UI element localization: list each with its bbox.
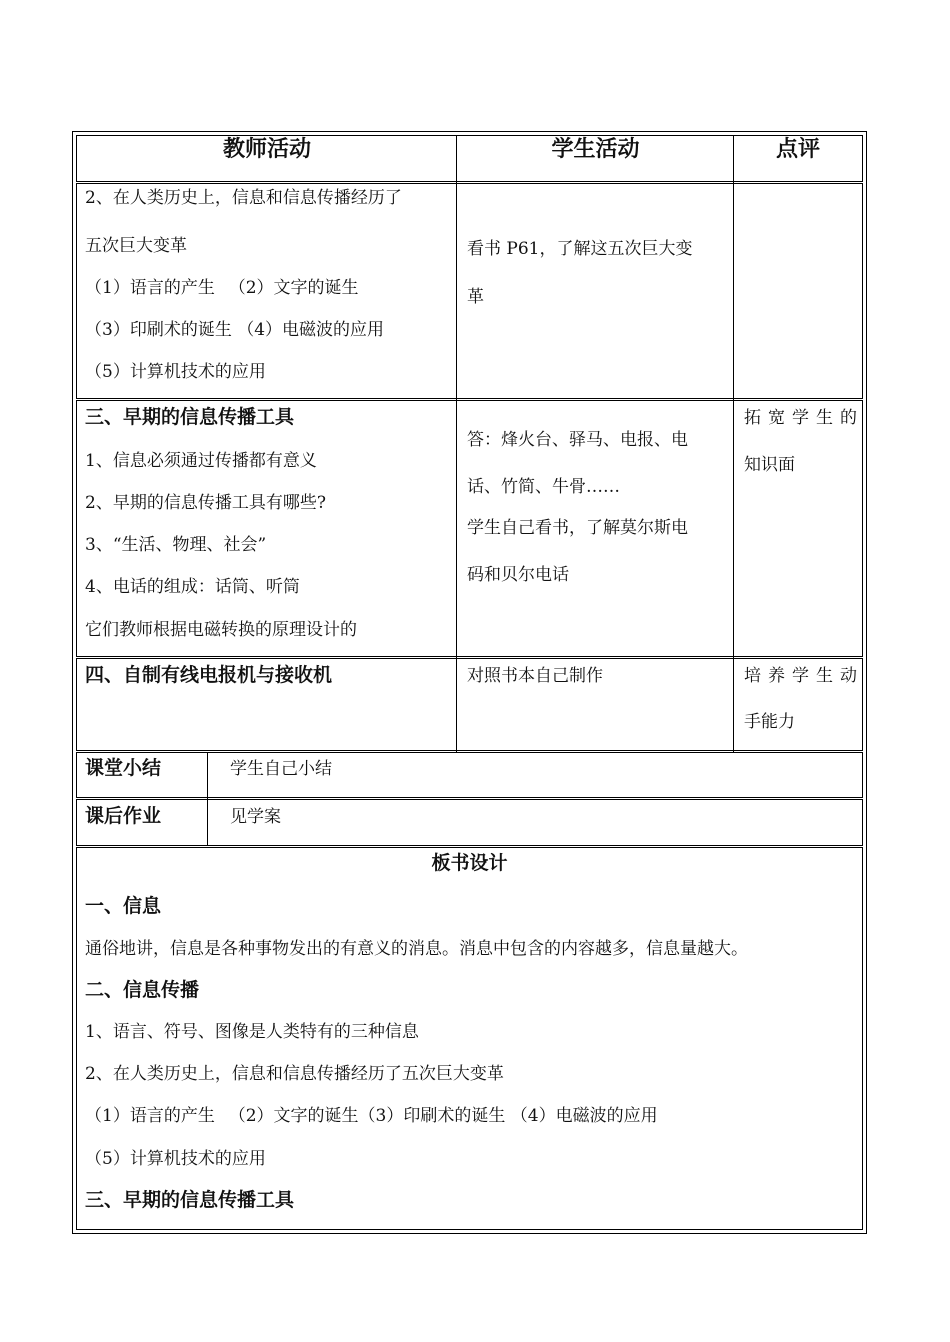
- row3-comment-line: 手能力: [744, 712, 795, 732]
- board-section2-line: （5）计算机技术的应用: [85, 1149, 266, 1169]
- column-divider-label: [207, 753, 208, 845]
- board-section2-line: 2、在人类历史上，信息和信息传播经历了五次巨大变革: [85, 1064, 504, 1084]
- homework-label: 课后作业: [85, 805, 162, 827]
- row-divider-2: [76, 656, 863, 659]
- row1-teacher-line: （5）计算机技术的应用: [85, 362, 266, 382]
- row3-teacher-title: 四、自制有线电报机与接收机: [85, 664, 333, 686]
- summary-label: 课堂小结: [85, 757, 162, 779]
- row2-teacher-line: 1、信息必须通过传播都有意义: [85, 451, 317, 471]
- row1-teacher-line: 2、在人类历史上，信息和信息传播经历了: [85, 188, 402, 208]
- row1-teacher-line: （3）印刷术的诞生 （4）电磁波的应用: [85, 320, 385, 340]
- lesson-plan-table: [72, 131, 867, 1234]
- board-section3-title: 三、早期的信息传播工具: [85, 1189, 295, 1211]
- row2-comment-line: 拓宽学生的: [744, 408, 864, 428]
- row-divider-homework: [76, 845, 863, 848]
- row2-teacher-title: 三、早期的信息传播工具: [85, 406, 295, 428]
- row3-comment-line: 培养学生动: [744, 666, 864, 686]
- header-student-activity: 学生活动: [551, 137, 640, 162]
- row1-student-line: 看书 P61，了解这五次巨大变: [467, 239, 693, 259]
- board-section2-title: 二、信息传播: [85, 979, 200, 1001]
- row2-teacher-line: 3、“生活、物理、社会”: [85, 535, 267, 555]
- row1-teacher-line: 五次巨大变革: [85, 236, 187, 256]
- board-title: 板书设计: [431, 852, 508, 874]
- column-divider-teacher-student: [456, 135, 457, 753]
- row1-student-line: 革: [467, 287, 484, 307]
- row2-student-line: 学生自己看书，了解莫尔斯电: [467, 518, 688, 538]
- row1-teacher-line: （1）语言的产生 （2）文字的诞生: [85, 278, 359, 298]
- row2-teacher-line: 4、电话的组成：话筒、听筒: [85, 577, 300, 597]
- row2-teacher-line: 它们教师根据电磁转换的原理设计的: [85, 620, 357, 640]
- board-section2-line: 1、语言、符号、图像是人类特有的三种信息: [85, 1022, 419, 1042]
- board-section2-line: （1）语言的产生 （2）文字的诞生（3）印刷术的诞生 （4）电磁波的应用: [85, 1106, 658, 1126]
- row2-student-line: 答：烽火台、驿马、电报、电: [467, 430, 688, 450]
- homework-text: 见学案: [230, 807, 281, 827]
- row2-comment-line: 知识面: [744, 455, 795, 475]
- row2-student-line: 码和贝尔电话: [467, 565, 569, 585]
- row2-teacher-line: 2、早期的信息传播工具有哪些?: [85, 493, 326, 513]
- board-section1-title: 一、信息: [85, 895, 162, 917]
- row3-student-text: 对照书本自己制作: [467, 666, 603, 686]
- header-comment: 点评: [775, 137, 820, 162]
- board-section1-text: 通俗地讲，信息是各种事物发出的有意义的消息。消息中包含的内容越多，信息量越大。: [85, 939, 748, 959]
- row2-student-line: 话、竹简、牛骨……: [467, 477, 620, 497]
- column-divider-student-comment: [733, 135, 734, 753]
- row-divider-3: [76, 750, 863, 753]
- summary-text: 学生自己小结: [230, 759, 332, 779]
- row-divider-1: [76, 398, 863, 401]
- row-divider-summary: [76, 797, 863, 800]
- row-divider-header: [76, 181, 863, 184]
- header-teacher-activity: 教师活动: [222, 137, 311, 162]
